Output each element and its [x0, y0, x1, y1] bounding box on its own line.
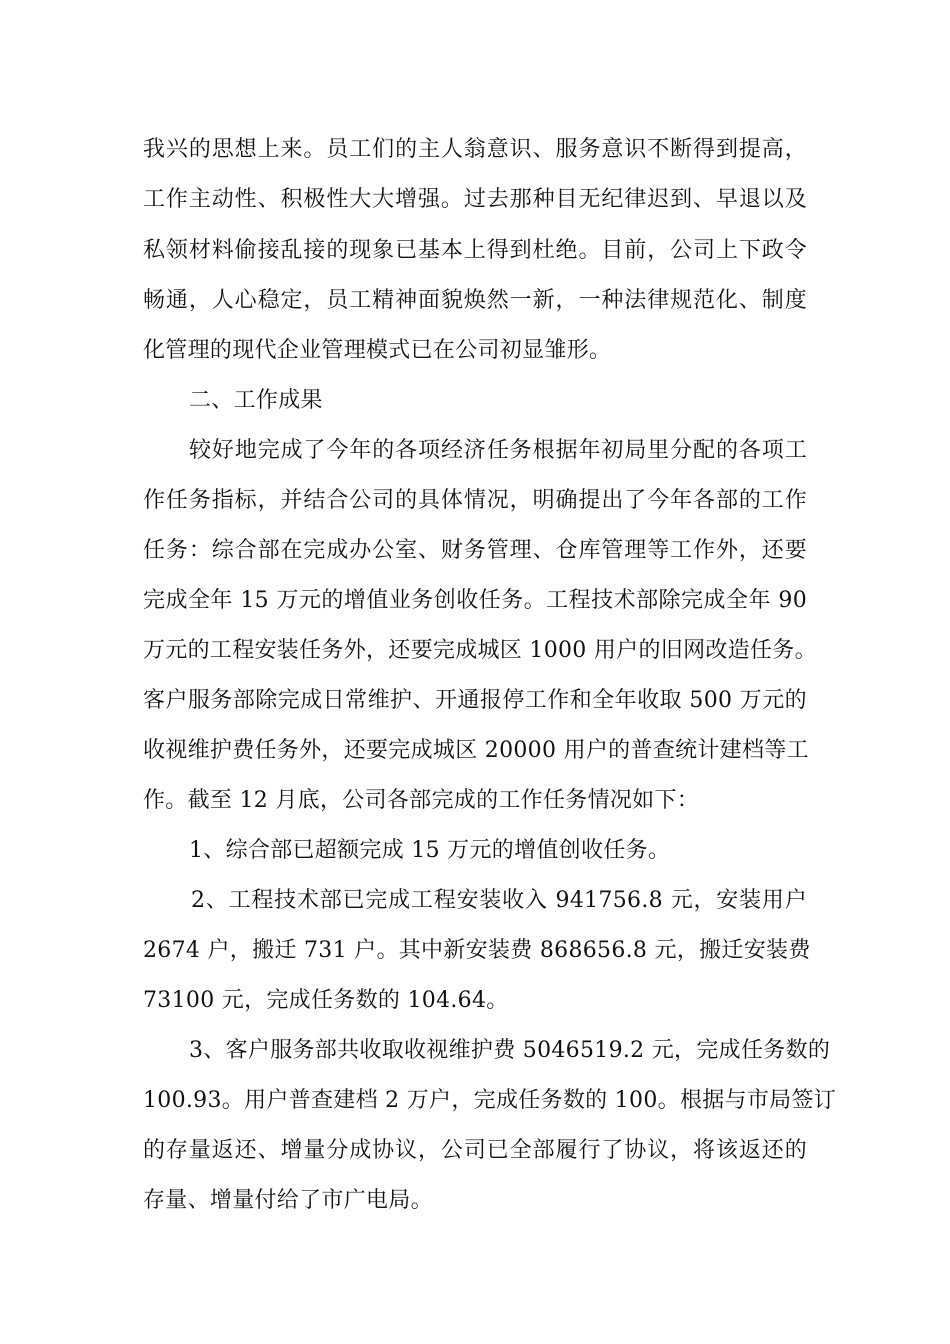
paragraph-intro-line-3: 私领材料偷接乱接的现象已基本上得到杜绝。目前，公司上下政令: [143, 238, 807, 263]
paragraph-results-line-7: 收视维护费任务外，还要完成城区 20000 用户的普查统计建档等工: [143, 738, 809, 763]
list-item-3-line-1: 3、客户服务部共收取收视维护费 5046519.2 元，完成任务数的: [189, 1038, 831, 1063]
list-item-1-line-1: 1、综合部已超额完成 15 万元的增值创收任务。: [189, 838, 671, 863]
paragraph-intro-line-5: 化管理的现代企业管理模式已在公司初显雏形。: [143, 338, 612, 363]
list-item-2-line-2: 2674 户，搬迁 731 户。其中新安装费 868656.8 元，搬迁安装费: [143, 938, 811, 963]
section-heading: 二、工作成果: [189, 388, 323, 413]
list-item-3-line-2: 100.93。用户普查建档 2 万户，完成任务数的 100。根据与市局签订: [143, 1088, 837, 1113]
paragraph-results-line-3: 任务：综合部在完成办公室、财务管理、仓库管理等工作外，还要: [143, 538, 807, 563]
paragraph-intro-line-4: 畅通，人心稳定，员工精神面貌焕然一新，一种法律规范化、制度: [143, 288, 807, 313]
list-item-2-line-1: 2、工程技术部已完成工程安装收入 941756.8 元，安装用户: [191, 888, 807, 913]
paragraph-results-line-5: 万元的工程安装任务外，还要完成城区 1000 用户的旧网改造任务。: [143, 638, 817, 663]
paragraph-results-line-8: 作。截至 12 月底，公司各部完成的工作任务情况如下：: [143, 788, 700, 813]
list-item-2-line-3: 73100 元，完成任务数的 104.64。: [143, 988, 509, 1013]
paragraph-results-line-6: 客户服务部除完成日常维护、开通报停工作和全年收取 500 万元的: [143, 688, 807, 713]
paragraph-intro-line-1: 我兴的思想上来。员工们的主人翁意识、服务意识不断得到提高，: [143, 137, 807, 162]
paragraph-intro-line-2: 工作主动性、积极性大大增强。过去那种目无纪律迟到、早退以及: [143, 187, 807, 212]
list-item-3-line-3: 的存量返还、增量分成协议，公司已全部履行了协议，将该返还的: [143, 1138, 807, 1163]
paragraph-results-line-4: 完成全年 15 万元的增值业务创收任务。工程技术部除完成全年 90: [143, 588, 807, 613]
paragraph-results-line-2: 作任务指标，并结合公司的具体情况，明确提出了今年各部的工作: [143, 488, 807, 513]
paragraph-results-line-1: 较好地完成了今年的各项经济任务根据年初局里分配的各项工: [189, 438, 807, 463]
list-item-3-line-4: 存量、增量付给了市广电局。: [143, 1188, 433, 1213]
